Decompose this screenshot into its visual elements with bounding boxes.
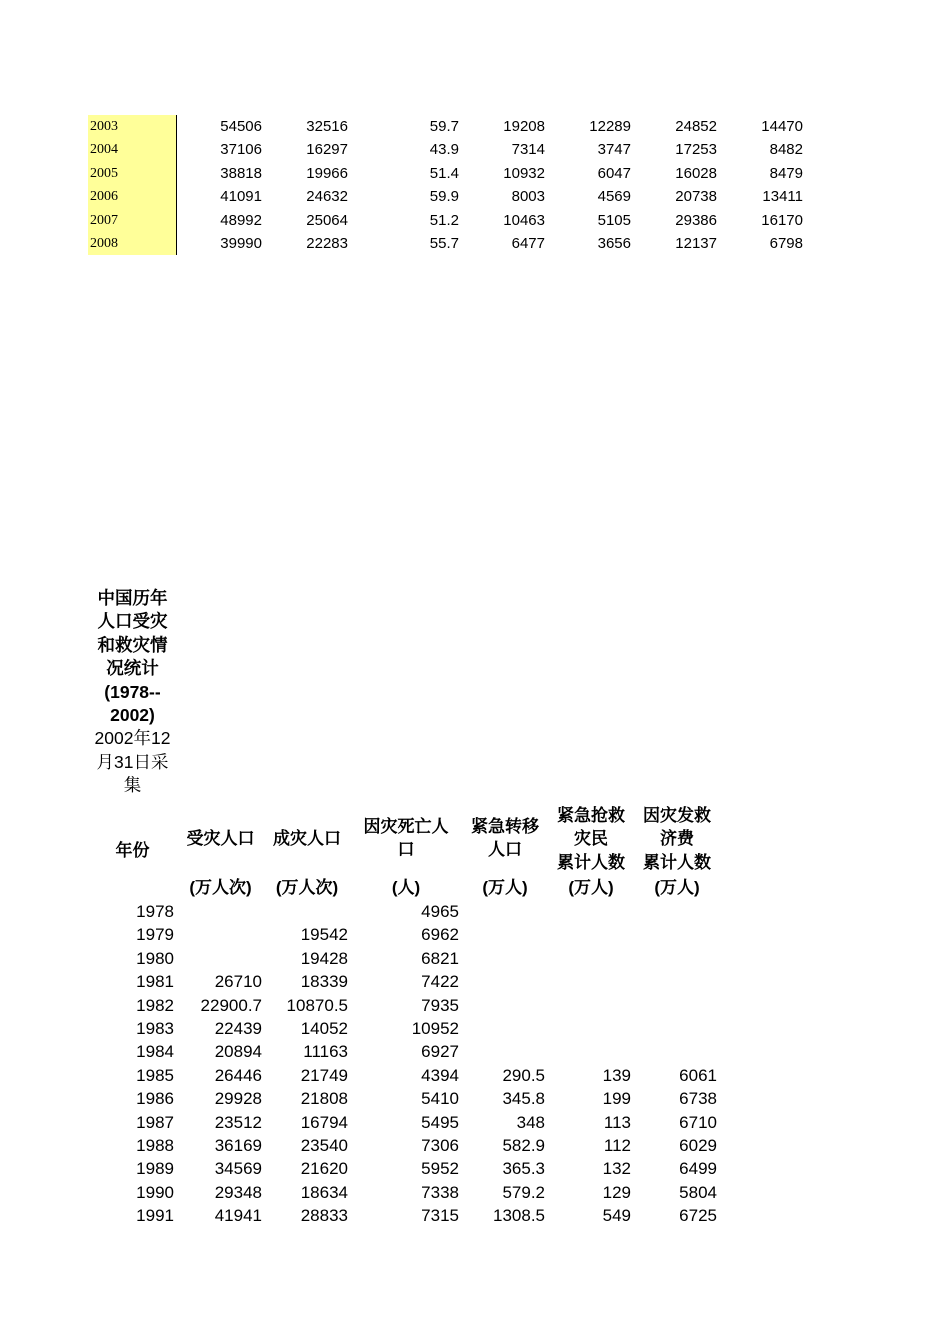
title-line: 中国历年 bbox=[97, 588, 168, 608]
header-disaster: 成灾人口 bbox=[273, 829, 341, 848]
table-cell: 14052 bbox=[300, 1018, 348, 1038]
year-cell: 1984 bbox=[136, 1042, 174, 1062]
table-cell: 7306 bbox=[421, 1135, 459, 1155]
table-cell: 29348 bbox=[214, 1182, 262, 1202]
table-cell: 3656 bbox=[597, 234, 631, 252]
table-cell: 5495 bbox=[421, 1112, 459, 1132]
table-cell: 54506 bbox=[220, 118, 262, 135]
title-line: 和救灾情 bbox=[97, 634, 168, 655]
title-line: 人口受灾 bbox=[97, 611, 168, 632]
header-rescue-line3: 累计人数 bbox=[557, 852, 625, 872]
year-cell: 2005 bbox=[88, 162, 177, 185]
table-cell: 7935 bbox=[421, 995, 459, 1015]
table-cell: 19542 bbox=[300, 925, 348, 945]
table-cell: 19208 bbox=[503, 118, 545, 135]
table-cell: 59.9 bbox=[429, 188, 459, 206]
year-cell: 1978 bbox=[136, 902, 174, 921]
table-cell: 6061 bbox=[679, 1065, 717, 1085]
table-cell: 20738 bbox=[675, 188, 717, 206]
header-year: 年份 bbox=[115, 841, 150, 860]
table-cell: 19966 bbox=[306, 164, 348, 182]
table-cell: 7338 bbox=[421, 1182, 459, 1202]
table-cell: 6047 bbox=[597, 164, 631, 182]
table-cell: 10870.5 bbox=[286, 995, 348, 1015]
table-cell: 18634 bbox=[300, 1182, 348, 1202]
table-cell: 13411 bbox=[762, 188, 803, 206]
unit-deaths: (人) bbox=[391, 878, 421, 897]
year-cell: 1989 bbox=[136, 1159, 174, 1179]
table-cell: 5804 bbox=[679, 1182, 717, 1202]
header-deaths-line2: 口 bbox=[397, 840, 415, 860]
table-cell: 348 bbox=[516, 1112, 545, 1132]
table-cell: 43.9 bbox=[429, 141, 459, 159]
table-cell: 19428 bbox=[300, 948, 348, 968]
table-cell: 12137 bbox=[675, 234, 717, 252]
table-cell: 1308.5 bbox=[493, 1206, 545, 1226]
header-relocated bbox=[462, 815, 548, 862]
table-cell: 21808 bbox=[300, 1089, 348, 1109]
table-cell: 14470 bbox=[761, 118, 803, 135]
unit-disaster: (万人次) bbox=[275, 878, 339, 897]
header-rescue-line1: 紧急抢救 bbox=[557, 806, 625, 825]
table-cell: 4569 bbox=[597, 188, 631, 206]
table-cell: 28833 bbox=[300, 1206, 348, 1226]
year-cell: 2003 bbox=[88, 115, 177, 138]
year-cell: 1985 bbox=[136, 1065, 174, 1085]
year-cell: 1982 bbox=[136, 995, 174, 1015]
table-cell: 6821 bbox=[421, 948, 459, 968]
title-line: (1978-- bbox=[104, 681, 161, 702]
table-cell: 20894 bbox=[214, 1042, 262, 1062]
year-cell: 1987 bbox=[136, 1112, 174, 1132]
table-cell: 23540 bbox=[300, 1135, 348, 1155]
table-cell: 18339 bbox=[300, 972, 348, 992]
table-cell: 8003 bbox=[511, 188, 545, 206]
table-cell: 59.7 bbox=[429, 118, 459, 135]
year-cell: 1980 bbox=[136, 948, 174, 968]
table-cell: 582.9 bbox=[502, 1135, 545, 1155]
table-cell: 6927 bbox=[421, 1042, 459, 1062]
year-cell: 1991 bbox=[136, 1206, 174, 1226]
table-cell: 3747 bbox=[597, 141, 631, 159]
table-cell: 112 bbox=[603, 1135, 631, 1155]
table-cell: 7422 bbox=[421, 972, 459, 992]
table-cell: 17253 bbox=[675, 141, 717, 159]
header-relocated-line1: 紧急转移 bbox=[471, 817, 539, 836]
unit-affected: (万人次) bbox=[189, 878, 252, 897]
year-cell: 1981 bbox=[136, 972, 174, 992]
table-cell: 8479 bbox=[769, 164, 803, 182]
table-cell: 29386 bbox=[675, 211, 717, 229]
table-cell: 41091 bbox=[220, 188, 262, 206]
table-cell: 55.7 bbox=[429, 234, 459, 252]
table-cell: 12289 bbox=[589, 118, 631, 135]
table-cell: 16297 bbox=[306, 141, 348, 159]
table-cell: 7315 bbox=[421, 1206, 459, 1226]
year-cell: 2006 bbox=[88, 185, 177, 208]
table-cell: 6499 bbox=[679, 1159, 717, 1179]
table-cell: 4965 bbox=[421, 902, 459, 921]
subtitle-line: 2002年12 bbox=[94, 728, 171, 749]
year-cell: 1988 bbox=[136, 1135, 174, 1155]
table-cell: 10952 bbox=[411, 1018, 459, 1038]
unit-relocated: (万人) bbox=[482, 878, 528, 897]
year-cell: 1986 bbox=[136, 1089, 174, 1109]
table-cell: 7314 bbox=[511, 141, 545, 159]
table-cell: 549 bbox=[602, 1206, 631, 1226]
year-cell: 2008 bbox=[88, 232, 177, 255]
table-cell: 11163 bbox=[303, 1042, 348, 1062]
table-cell: 6738 bbox=[679, 1089, 717, 1109]
header-relief-line3: 累计人数 bbox=[643, 852, 711, 872]
unit-relief: (万人) bbox=[654, 878, 700, 897]
table-cell: 139 bbox=[602, 1065, 631, 1085]
year-cell: 1990 bbox=[136, 1182, 174, 1202]
table-cell: 23512 bbox=[214, 1112, 262, 1132]
table-cell: 579.2 bbox=[502, 1182, 545, 1202]
table-cell: 26446 bbox=[214, 1065, 262, 1085]
table-cell: 6962 bbox=[421, 925, 459, 945]
unit-rescue: (万人) bbox=[568, 878, 614, 897]
table-cell: 36169 bbox=[214, 1135, 262, 1155]
table-cell: 22900.7 bbox=[200, 995, 262, 1015]
table-cell: 29928 bbox=[214, 1089, 262, 1109]
header-relief bbox=[634, 804, 720, 874]
subtitle-line: 集 bbox=[123, 775, 142, 796]
table-cell: 24632 bbox=[306, 188, 348, 206]
header-relocated-line2: 人口 bbox=[488, 840, 522, 860]
table-cell: 25064 bbox=[306, 211, 348, 229]
table-cell: 21620 bbox=[300, 1159, 348, 1179]
table-cell: 37106 bbox=[220, 141, 262, 159]
table-cell: 21749 bbox=[300, 1065, 348, 1085]
table-cell: 51.2 bbox=[429, 211, 459, 229]
header-deaths-line1: 因灾死亡人 bbox=[363, 817, 449, 836]
table-cell: 16794 bbox=[300, 1112, 348, 1132]
table-cell: 6798 bbox=[769, 234, 803, 252]
header-rescue-line2: 灾民 bbox=[574, 829, 608, 849]
table-cell: 5105 bbox=[597, 211, 631, 229]
table-cell: 10932 bbox=[503, 164, 545, 182]
table-cell: 32516 bbox=[306, 118, 348, 135]
table-cell: 6710 bbox=[679, 1112, 717, 1132]
table-cell: 5952 bbox=[421, 1159, 459, 1179]
table-cell: 4394 bbox=[421, 1065, 459, 1085]
year-cell: 1979 bbox=[136, 925, 174, 945]
table-cell: 48992 bbox=[220, 211, 262, 229]
table-cell: 10463 bbox=[503, 211, 545, 229]
table-cell: 113 bbox=[603, 1112, 631, 1132]
table-cell: 26710 bbox=[214, 972, 262, 992]
table-title-block bbox=[88, 587, 177, 798]
table-cell: 16170 bbox=[761, 211, 803, 229]
table-cell: 5410 bbox=[421, 1089, 459, 1109]
table-cell: 8482 bbox=[769, 141, 803, 159]
table-cell: 6029 bbox=[679, 1135, 717, 1155]
header-affected: 受灾人口 bbox=[186, 829, 255, 848]
year-cell: 2004 bbox=[88, 138, 177, 161]
header-deaths bbox=[350, 815, 462, 862]
table-cell: 16028 bbox=[675, 164, 717, 182]
table-cell: 39990 bbox=[220, 234, 262, 252]
table-cell: 22439 bbox=[214, 1018, 262, 1038]
subtitle-line: 月31日采 bbox=[96, 751, 169, 772]
header-rescue bbox=[548, 804, 634, 874]
header-relief-line2: 济费 bbox=[660, 829, 694, 849]
table-cell: 24852 bbox=[675, 118, 717, 135]
table-cell: 6477 bbox=[511, 234, 545, 252]
header-relief-line1: 因灾发救 bbox=[643, 806, 711, 825]
table-cell: 345.8 bbox=[502, 1089, 545, 1109]
title-line: 况统计 bbox=[106, 658, 159, 679]
table-cell: 34569 bbox=[214, 1159, 262, 1179]
year-cell: 2007 bbox=[88, 209, 177, 232]
table-cell: 132 bbox=[602, 1159, 631, 1179]
table-cell: 6725 bbox=[679, 1206, 717, 1226]
table-cell: 129 bbox=[602, 1182, 631, 1202]
table-cell: 365.3 bbox=[502, 1159, 545, 1179]
title-line: 2002) bbox=[110, 705, 155, 726]
table-cell: 290.5 bbox=[502, 1065, 545, 1085]
table-cell: 41941 bbox=[214, 1206, 262, 1226]
table-cell: 199 bbox=[602, 1089, 631, 1109]
table-cell: 51.4 bbox=[429, 164, 459, 182]
table-cell: 22283 bbox=[306, 234, 348, 252]
year-cell: 1983 bbox=[136, 1018, 174, 1038]
table-cell: 38818 bbox=[220, 164, 262, 182]
